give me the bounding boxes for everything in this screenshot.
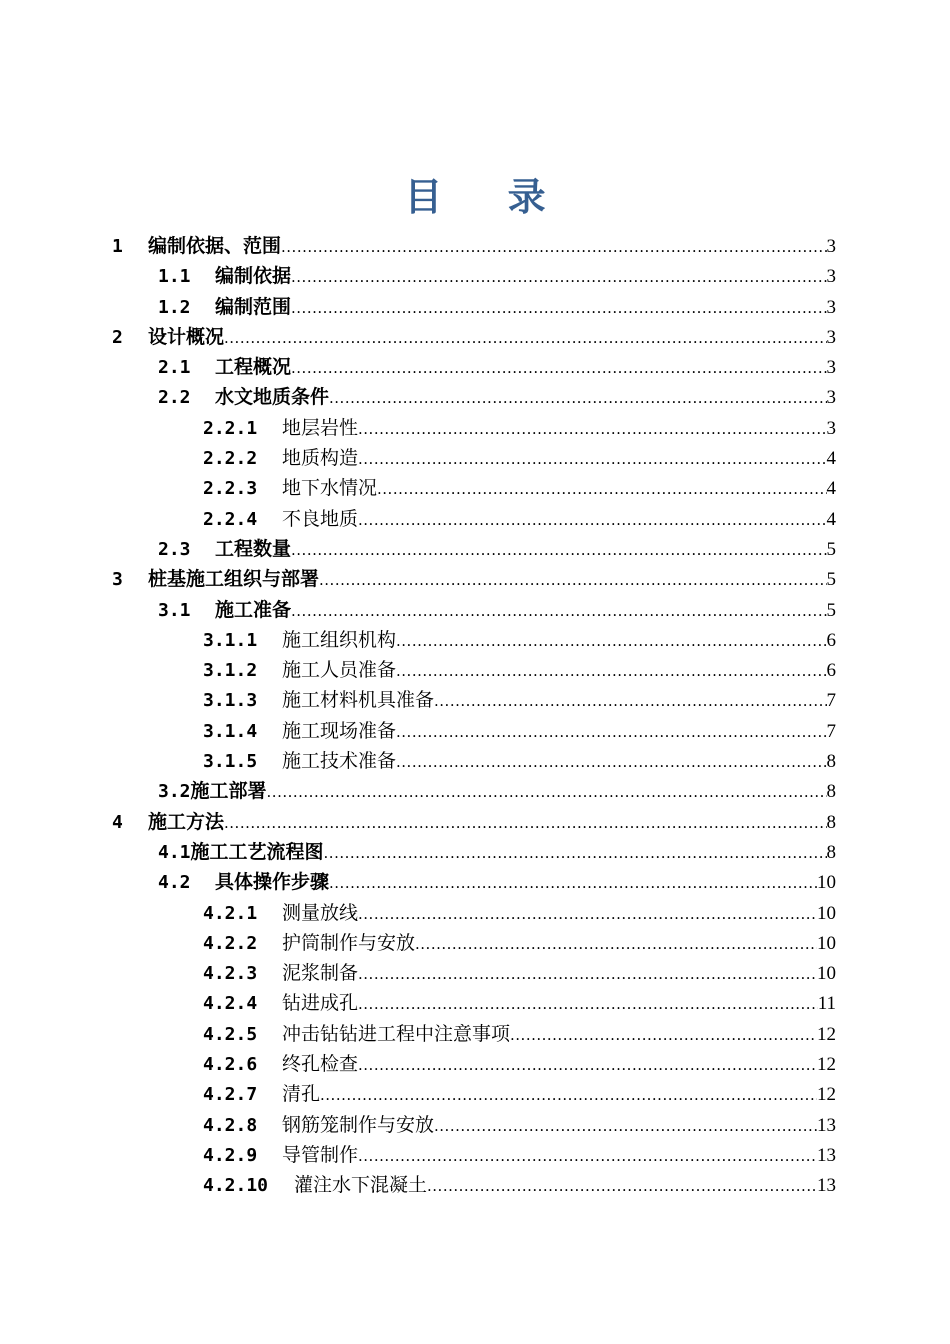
toc-entry-2-2-2[interactable] xyxy=(0,443,950,473)
toc-dot-leader xyxy=(396,656,826,685)
toc-entry-3-1[interactable] xyxy=(0,595,950,625)
toc-dot-leader xyxy=(358,414,826,443)
toc-entry-label: 具体操作步骤 xyxy=(215,871,330,894)
toc-dot-leader xyxy=(358,1050,817,1079)
toc-entry-page: 10 xyxy=(817,932,836,954)
toc-entry-number: 3.1.3 xyxy=(203,690,258,712)
toc-dot-leader xyxy=(324,838,827,867)
toc-entry-2-1[interactable] xyxy=(0,352,950,382)
toc-entry-number: 1 xyxy=(112,236,123,257)
toc-dot-leader xyxy=(434,1111,817,1140)
toc-entry-2-2-3[interactable] xyxy=(0,473,950,503)
toc-entry-label: 设计概况 xyxy=(148,325,225,348)
toc-entry-page: 4 xyxy=(826,478,836,500)
toc-entry-page: 11 xyxy=(817,993,836,1015)
toc-entry-3-1-1[interactable] xyxy=(0,625,950,655)
toc-entry-4-2-1[interactable] xyxy=(0,898,950,928)
toc-entry-number: 4.1 xyxy=(158,841,191,863)
toc-list xyxy=(0,231,950,1201)
toc-entry-page: 8 xyxy=(826,841,836,863)
toc-entry-page: 10 xyxy=(817,963,836,985)
toc-entry-label: 工程概况 xyxy=(215,356,292,379)
toc-entry-page: 8 xyxy=(826,751,836,773)
toc-entry-page: 10 xyxy=(817,872,836,894)
toc-entry-4-2[interactable] xyxy=(0,867,950,897)
toc-entry-page: 5 xyxy=(826,569,836,591)
toc-entry-page: 13 xyxy=(817,1114,836,1136)
toc-entry-2[interactable] xyxy=(0,322,950,352)
toc-dot-leader xyxy=(358,989,818,1018)
toc-entry-page: 3 xyxy=(826,266,836,288)
toc-entry-label: 桩基施工组织与部署 xyxy=(148,568,320,591)
toc-entry-page: 13 xyxy=(817,1144,836,1166)
toc-entry-page: 3 xyxy=(826,236,836,257)
toc-dot-leader xyxy=(224,808,826,837)
toc-entry-label: 编制依据、范围 xyxy=(148,235,282,257)
toc-entry-label: 清孔 xyxy=(282,1083,321,1106)
toc-entry-4-2-3[interactable] xyxy=(0,958,950,988)
toc-dot-leader xyxy=(358,1141,817,1170)
toc-entry-label: 施工现场准备 xyxy=(282,719,397,742)
toc-entry-number: 2.1 xyxy=(158,357,191,379)
toc-entry-4-2-2[interactable] xyxy=(0,928,950,958)
toc-entry-3-1-2[interactable] xyxy=(0,655,950,685)
toc-entry-number: 4.2.1 xyxy=(203,902,258,924)
toc-entry-number: 4.2 xyxy=(158,872,191,894)
toc-entry-number: 3.1.1 xyxy=(203,629,258,651)
toc-entry-page: 10 xyxy=(817,902,836,924)
toc-entry-4-2-4[interactable] xyxy=(0,988,950,1018)
toc-entry-number: 2.2 xyxy=(158,387,191,409)
toc-entry-label: 钻进成孔 xyxy=(282,992,359,1015)
toc-dot-leader xyxy=(377,474,826,503)
toc-dot-leader xyxy=(396,747,826,776)
toc-entry-label: 施工准备 xyxy=(215,598,292,621)
toc-entry-number: 3.1.5 xyxy=(203,751,258,773)
toc-entry-label: 泥浆制备 xyxy=(282,962,359,985)
toc-dot-leader xyxy=(358,959,817,988)
toc-entry-page: 4 xyxy=(826,448,836,470)
toc-entry-label: 导管制作 xyxy=(282,1143,359,1166)
toc-entry-1-2[interactable] xyxy=(0,292,950,322)
toc-dot-leader xyxy=(281,232,826,261)
toc-entry-number: 3.1 xyxy=(158,599,191,621)
toc-entry-number: 2.2.1 xyxy=(203,417,258,439)
toc-dot-leader xyxy=(291,535,826,564)
toc-entry-number: 1.1 xyxy=(158,266,191,288)
toc-entry-label: 施工人员准备 xyxy=(282,659,397,682)
toc-entry-page: 12 xyxy=(817,1054,836,1076)
toc-dot-leader xyxy=(510,1020,817,1049)
toc-entry-number: 4.2.10 xyxy=(203,1175,269,1197)
toc-dot-leader xyxy=(396,717,826,746)
toc-dot-leader xyxy=(396,626,826,655)
toc-entry-label: 不良地质 xyxy=(282,507,359,530)
toc-entry-number: 2 xyxy=(112,326,123,348)
toc-entry-4-2-5[interactable] xyxy=(0,1019,950,1049)
toc-entry-label: 灌注水下混凝土 xyxy=(294,1174,428,1197)
toc-entry-page: 5 xyxy=(826,599,836,621)
toc-entry-page: 13 xyxy=(817,1175,836,1197)
toc-entry-label: 工程数量 xyxy=(215,537,292,560)
toc-entry-label: 钢筋笼制作与安放 xyxy=(282,1113,435,1136)
toc-dot-leader xyxy=(291,596,826,625)
toc-entry-label: 施工部署 xyxy=(190,780,267,803)
toc-entry-number: 4.2.8 xyxy=(203,1114,258,1136)
toc-dot-leader xyxy=(358,505,826,534)
toc-entry-2-2-1[interactable] xyxy=(0,413,950,443)
toc-entry-page: 5 xyxy=(826,538,836,560)
toc-entry-3-1-3[interactable] xyxy=(0,685,950,715)
toc-entry-page: 7 xyxy=(826,690,836,712)
toc-dot-leader xyxy=(320,1080,817,1109)
toc-entry-2-3[interactable] xyxy=(0,534,950,564)
toc-dot-leader xyxy=(329,383,826,412)
toc-entry-page: 8 xyxy=(826,781,836,803)
toc-entry-label: 施工方法 xyxy=(148,810,225,833)
toc-entry-label: 测量放线 xyxy=(282,901,359,924)
toc-entry-number: 4.2.2 xyxy=(203,932,258,954)
toc-entry-number: 2.2.2 xyxy=(203,448,258,470)
toc-dot-leader xyxy=(329,868,817,897)
toc-entry-page: 12 xyxy=(817,1084,836,1106)
toc-dot-leader xyxy=(358,899,817,928)
toc-dot-leader xyxy=(358,444,826,473)
toc-entry-number: 2.3 xyxy=(158,538,191,560)
toc-entry-label: 终孔检查 xyxy=(282,1053,359,1076)
toc-entry-label: 编制范围 xyxy=(215,295,292,318)
toc-entry-label: 施工技术准备 xyxy=(282,750,397,773)
toc-dot-leader xyxy=(224,323,826,352)
toc-dot-leader xyxy=(291,293,826,322)
toc-entry-number: 3.2 xyxy=(158,781,191,803)
toc-entry-4[interactable] xyxy=(0,807,950,837)
toc-entry-number: 4 xyxy=(112,811,123,833)
toc-dot-leader xyxy=(267,777,827,806)
toc-entry-4-2-10[interactable] xyxy=(0,1170,950,1200)
toc-entry-4-2-9[interactable] xyxy=(0,1140,950,1170)
toc-entry-number: 3.1.4 xyxy=(203,720,258,742)
toc-entry-number: 4.2.9 xyxy=(203,1144,258,1166)
toc-dot-leader xyxy=(415,929,817,958)
toc-dot-leader xyxy=(434,686,826,715)
toc-entry-number: 2.2.4 xyxy=(203,508,258,530)
toc-entry-label: 施工工艺流程图 xyxy=(190,840,324,863)
toc-dot-leader xyxy=(291,262,826,291)
toc-entry-page: 7 xyxy=(826,720,836,742)
toc-entry-label: 水文地质条件 xyxy=(215,386,330,409)
toc-entry-3-1-5[interactable] xyxy=(0,746,950,776)
toc-entry-page: 6 xyxy=(826,660,836,682)
toc-entry-number: 4.2.3 xyxy=(203,963,258,985)
toc-entry-number: 3 xyxy=(112,569,123,591)
toc-entry-2-2-4[interactable] xyxy=(0,504,950,534)
toc-entry-number: 2.2.3 xyxy=(203,478,258,500)
toc-entry-label: 编制依据 xyxy=(215,265,292,288)
toc-entry-4-2-6[interactable] xyxy=(0,1049,950,1079)
toc-entry-4-1[interactable] xyxy=(0,837,950,867)
toc-entry-label: 施工组织机构 xyxy=(282,628,397,651)
toc-entry-label: 护筒制作与安放 xyxy=(282,931,416,954)
toc-dot-leader xyxy=(427,1171,817,1200)
toc-entry-number: 1.2 xyxy=(158,296,191,318)
toc-dot-leader xyxy=(291,353,826,382)
toc-entry-1-1[interactable] xyxy=(0,261,950,291)
toc-title: 目 录 xyxy=(404,174,572,219)
toc-entry-page: 6 xyxy=(826,629,836,651)
toc-entry-page: 3 xyxy=(826,296,836,318)
toc-entry-label: 冲击钻钻进工程中注意事项 xyxy=(282,1022,511,1045)
toc-entry-number: 4.2.5 xyxy=(203,1023,258,1045)
toc-entry-page: 3 xyxy=(826,357,836,379)
toc-entry-number: 3.1.2 xyxy=(203,660,258,682)
toc-entry-number: 4.2.6 xyxy=(203,1054,258,1076)
toc-entry-label: 地下水情况 xyxy=(282,477,378,500)
toc-entry-2-2[interactable] xyxy=(0,382,950,412)
toc-entry-3-2[interactable] xyxy=(0,776,950,806)
toc-entry-3-1-4[interactable] xyxy=(0,716,950,746)
toc-entry-number: 4.2.7 xyxy=(203,1084,258,1106)
toc-dot-leader xyxy=(319,565,826,594)
toc-entry-page: 12 xyxy=(817,1023,836,1045)
toc-entry-page: 3 xyxy=(826,387,836,409)
toc-entry-3[interactable] xyxy=(0,564,950,594)
toc-entry-label: 地层岩性 xyxy=(282,416,359,439)
toc-entry-page: 4 xyxy=(826,508,836,530)
toc-entry-label: 施工材料机具准备 xyxy=(282,689,435,712)
toc-entry-4-2-7[interactable] xyxy=(0,1079,950,1109)
toc-entry-page: 8 xyxy=(826,811,836,833)
toc-entry-label: 地质构造 xyxy=(282,447,359,470)
toc-entry-page: 3 xyxy=(826,326,836,348)
toc-entry-1[interactable] xyxy=(0,231,950,261)
toc-entry-page: 3 xyxy=(826,417,836,439)
toc-entry-4-2-8[interactable] xyxy=(0,1110,950,1140)
toc-entry-number: 4.2.4 xyxy=(203,993,258,1015)
